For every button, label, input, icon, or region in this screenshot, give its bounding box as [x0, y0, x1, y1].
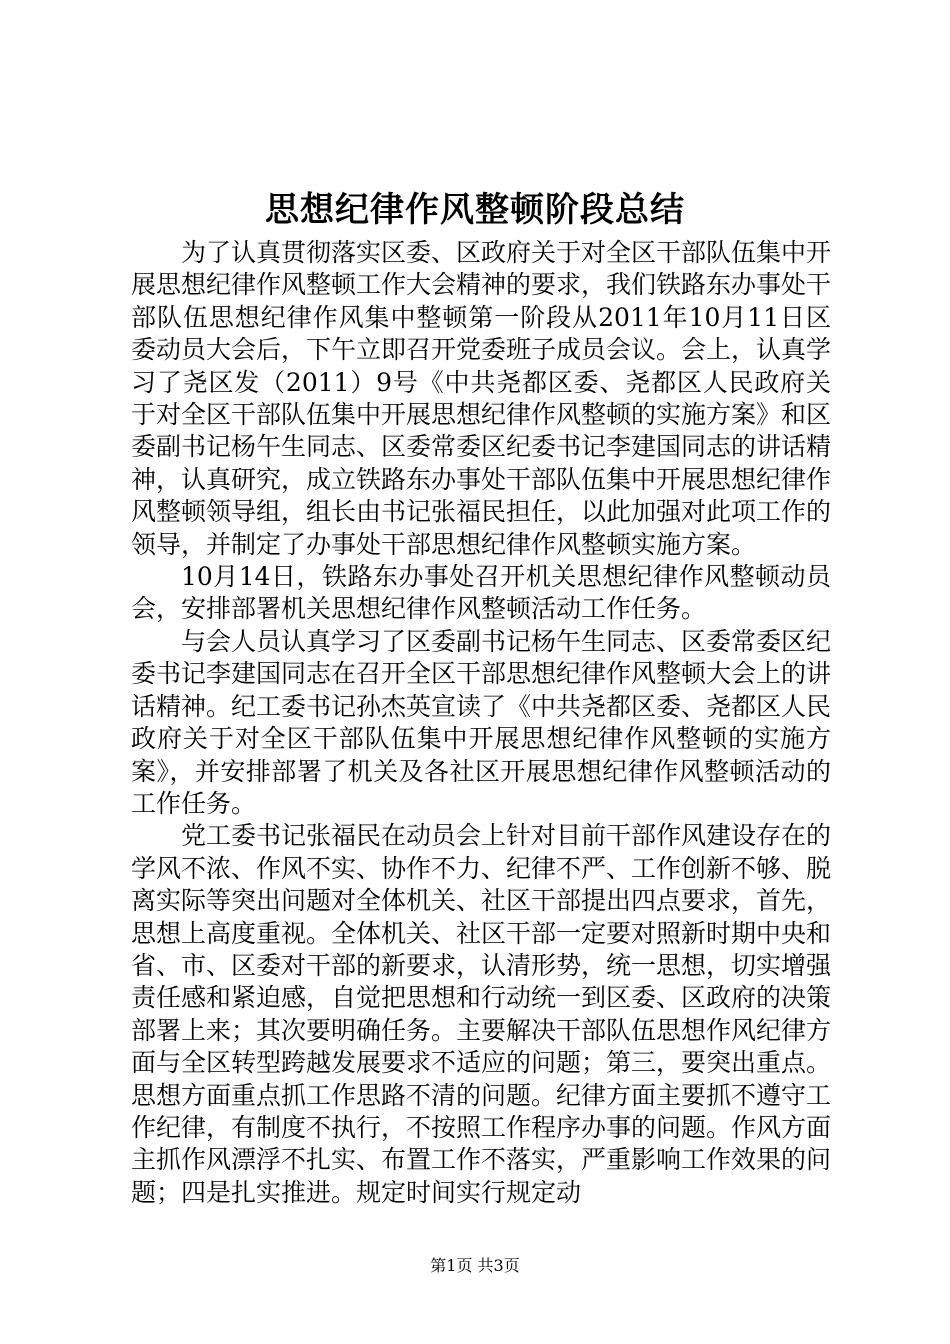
document-body	[131, 237, 831, 1209]
paragraph: 与会人员认真学习了区委副书记杨午生同志、区委常委区纪委书记李建国同志在召开全区干部思想纪律作风整顿大会上的讲话精神。纪工委书记孙杰英宣读了《中共尧都区委、尧都区人民政府关于对全区干部队伍集中开展思想纪律作风整顿的实施方案》，并安排部署了机关及各社区开展思想纪律作风整顿活动的工作任务。	[131, 626, 832, 818]
paragraph: 10月14日，铁路东办事处召开机关思想纪律作风整顿动员会，安排部署机关思想纪律作风整顿活动工作任务。	[131, 562, 831, 624]
paragraph: 为了认真贯彻落实区委、区政府关于对全区干部队伍集中开展思想纪律作风整顿工作大会精神的要求，我们铁路东办事处干部队伍思想纪律作风集中整顿第一阶段从2011年10月11日区委动员大会后，下午立即召开党委班子成员会议。会上，认真学习了尧区发（2011）9号《中共尧都区委、尧都区人民政府关于对全区干部队伍集中开展思想纪律作风整顿的实施方案》和区委副书记杨午生同志、区委常委区纪委书记李建国同志的讲话精神，认真研究，成立铁路东办事处干部队伍集中开展思想纪律作风整顿领导组，组长由书记张福民担任，以此加强对此项工作的领导，并制定了办事处干部思想纪律作风整顿实施方案。	[131, 238, 832, 559]
page-number-footer: 第1页 共3页	[430, 1256, 520, 1275]
paragraph: 党工委书记张福民在动员会上针对目前干部作风建设存在的学风不浓、作风不实、协作不力、纪律不严、工作创新不够、脱离实际等突出问题对全体机关、社区干部提出四点要求，首先，思想上高度重视。全体机关、社区干部一定要对照新时期中央和省、市、区委对干部的新要求，认清形势，统一思想，切实增强责任感和紧迫感，自觉把思想和行动统一到区委、区政府的决策部署上来；其次要明确任务。主要解决干部队伍思想作风纪律方面与全区转型跨越发展要求不适应的问题；第三，要突出重点。思想方面重点抓工作思路不清的问题。纪律方面主要抓不遵守工作纪律，有制度不执行，不按照工作程序办事的问题。作风方面主抓作风漂浮不扎实、布置工作不落实，严重影响工作效果的问题；四是扎实推进。规定时间实行规定动	[131, 821, 832, 1207]
page-title: 思想纪律作风整顿阶段总结	[265, 190, 685, 230]
